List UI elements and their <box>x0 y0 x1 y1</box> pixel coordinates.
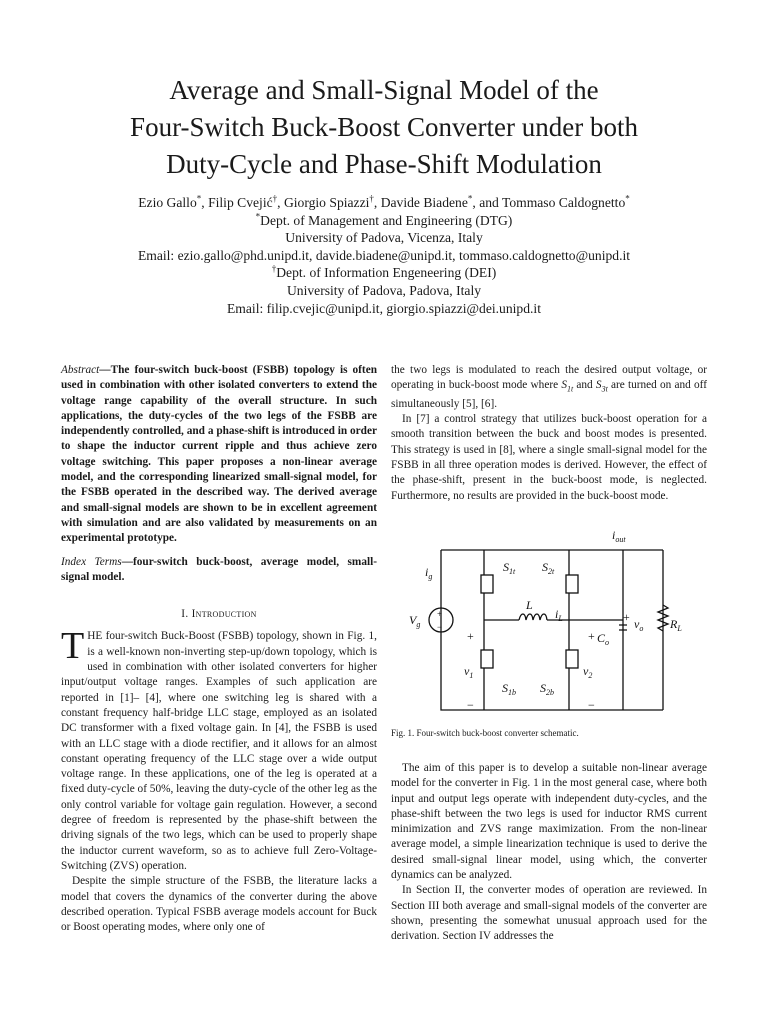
schematic-label: $S_{1b}$ <box>502 680 516 697</box>
abstract-lead: Abstract <box>61 364 100 376</box>
index-terms: Index Terms—four-switch buck-boost, average model, small-signal model. <box>61 555 378 583</box>
index-terms-text: four-switch buck-boost, average model, small-signal model. <box>61 555 378 583</box>
title-line: Four-Switch Buck-Boost Converter under both <box>130 112 638 142</box>
drop-cap: T <box>61 625 85 668</box>
schematic-label: + <box>623 609 630 624</box>
schematic-label: $i_{out}$ <box>612 527 626 544</box>
schematic-label: $v_2$ <box>583 663 593 680</box>
affiliation-2-email: Email: filip.cvejic@unipd.it, giorgio.spiazzi@dei.unipd.it <box>227 300 541 316</box>
left-column <box>61 363 377 935</box>
paragraph-aim: The aim of this paper is to develop a suitable non-linear average model for the converter in Fig. 1 in the most general case, where both input and output legs operate with independent duty-cycles, and the phase-shift between the two legs is used for inductor RMS current minimization and ZVS range maximization. From the non-linear average model, a simple linearization technique is used to derive the desired small-signal linear model, using which, the converter dynamics can be analyzed. <box>391 761 707 881</box>
author: Ezio Gallo <box>138 195 197 210</box>
converter-schematic <box>391 520 707 725</box>
right-column <box>391 363 707 944</box>
intro-paragraph-2: Despite the simple structure of the FSBB, the literature lacks a model that covers the dynamics of the converter during the above described operation. Typical FSBB average models account for Buck or Boost operating modes, where only one of <box>61 875 377 934</box>
schematic-label: $S_{2b}$ <box>540 680 554 697</box>
affiliation-1: *Dept. of Management and Engineering (DTG) <box>255 211 513 228</box>
figure-schematic <box>391 520 707 725</box>
abstract: Abstract—The four-switch buck-boost (FSBB) topology is often used in combination with other isolated converters to extend the voltage range capability of the overall structure. In such applications, the duty-cycles of the two legs of the FSBB are independently controlled, and a phase-shift is introduced in order to shape the inductor current ripple and thus achieve zero voltage switching. This paper proposes a non-linear average model, and the corresponding linearized small-signal model, for the FSBB operated in the described way. The derived average and small-signal models are shown to be in excellent agreement with simulation and are also validated by measurements on an experimental prototype. <box>61 364 377 545</box>
continued-paragraph: the two legs is modulated to reach the desired output voltage, or operating in buck-boost mode where $S_{1t}$ and $S_{3t}$ are turned on and off simultaneously [5], [6]. <box>391 364 707 410</box>
schematic-label: L <box>526 597 533 612</box>
schematic-label: + <box>467 628 474 643</box>
affiliation-2: †Dept. of Information Engeneering (DEI) <box>271 263 497 281</box>
schematic-label: $i_g$ <box>425 564 433 581</box>
author-mark: † <box>272 193 278 204</box>
author: Davide Biadene <box>380 195 468 210</box>
schematic-label: − <box>588 697 595 712</box>
schematic-label: $V_g$ <box>409 612 421 629</box>
schematic-label: $S_{1t}$ <box>503 559 516 576</box>
intro-paragraph: THE four-switch Buck-Boost (FSBB) topology, shown in Fig. 1, is a well-known non-inverting step-up/down topology, which is used in combination with other isolated converters for higher input/output voltage ranges. Examples of such application are reported in [1]– [4], where one switching leg is shared with a constant frequency half-bridge LLC stage, employed as an isolated DC transformer with a fixed voltage gain. In [4], the FSBB is used with an LLC stage with a diode rectifier, and it allows for an almost constant operating frequency of the LLC stage over a wide output voltage range. In these applications, one of the leg is operated at a fixed duty-cycle of 50%, leaving the duty-cycle of the other leg as the only control variable for voltage gain regulation. However, a second degree of freedom is represented by the phase-shift between the driving signals of the two legs, which can be used to properly shape the inductor current waveform, so as to achieve full Zero-Voltage-Switching (ZVS) operation. <box>61 625 377 872</box>
author: Giorgio Spiazzi <box>283 195 370 210</box>
title-line: Average and Small-Signal Model of the <box>169 75 599 105</box>
section-heading: I. Introduction <box>181 608 257 621</box>
title-line: Duty-Cycle and Phase-Shift Modulation <box>166 149 602 179</box>
author-mark: † <box>369 193 374 204</box>
schematic-label: + <box>437 608 443 619</box>
author-mark: * <box>467 193 473 204</box>
affiliation-2-univ: University of Padova, Padova, Italy <box>286 282 482 298</box>
schematic-label: $R_L$ <box>670 616 682 633</box>
figure-caption: Fig. 1. Four-switch buck-boost converter schematic. <box>391 727 579 738</box>
index-terms-lead: Index Terms <box>61 555 122 568</box>
author: Tommaso Caldognetto <box>501 195 626 210</box>
paper-header <box>0 72 768 317</box>
author-mark: * <box>196 193 202 204</box>
paper-title <box>0 72 768 183</box>
paragraph-ref7: In [7] a control strategy that utilizes buck-boost operation for a smooth transition between the buck and boost modes is presented. This strategy is used in [8], where a single small-signal model for the FSBB in all three operation modes is derived. However, the effect of the phase-shift, present in the buck-boost mode, is neglected. Furthermore, no results are provided in the buck-boost mode. <box>391 413 707 502</box>
schematic-label: − <box>467 697 474 712</box>
schematic-label: $C_o$ <box>597 630 610 647</box>
author-list: Ezio Gallo*, Filip Cvejić†, Giorgio Spiazzi†, Davide Biadene*, and Tommaso Caldognetto* <box>138 193 630 210</box>
author: Filip Cvejić <box>208 195 273 210</box>
schematic-label: $S_{2t}$ <box>542 559 555 576</box>
schematic-label: − <box>437 621 443 632</box>
schematic-label: $i_L$ <box>555 606 563 623</box>
inductor-coil <box>519 614 547 620</box>
affiliation-1-univ: University of Padova, Vicenza, Italy <box>285 230 483 246</box>
paragraph-sections: In Section II, the converter modes of operation are reviewed. In Section III both average and small-signal models of the converter are shown, presenting the somewhat unusual approach used for the derivation. Section IV addresses the <box>391 884 707 943</box>
author-mark: * <box>625 193 630 204</box>
affiliation-1-email: Email: ezio.gallo@phd.unipd.it, davide.biadene@unipd.it, tommaso.caldognetto@unipd.it <box>137 247 631 263</box>
switch-group <box>481 575 578 668</box>
schematic-label: $v_1$ <box>464 663 474 680</box>
schematic-label: $v_o$ <box>634 616 644 633</box>
schematic-label: + <box>588 628 595 643</box>
abstract-text: The four-switch buck-boost (FSBB) topology is often used in combination with other isolated converters to extend the voltage range capability of the overall structure. In such applications, the duty-cycles of the two legs of the FSBB are independently controlled, and a phase-shift is introduced in order to shape the inductor current ripple and thus achieve zero voltage switching. This paper proposes a non-linear average model, and the corresponding linearized small-signal model, for the FSBB operated in the described way. The derived average and small-signal models are shown to be in excellent agreement with simulation and are also validated by measurements on an experimental prototype. <box>61 364 377 545</box>
